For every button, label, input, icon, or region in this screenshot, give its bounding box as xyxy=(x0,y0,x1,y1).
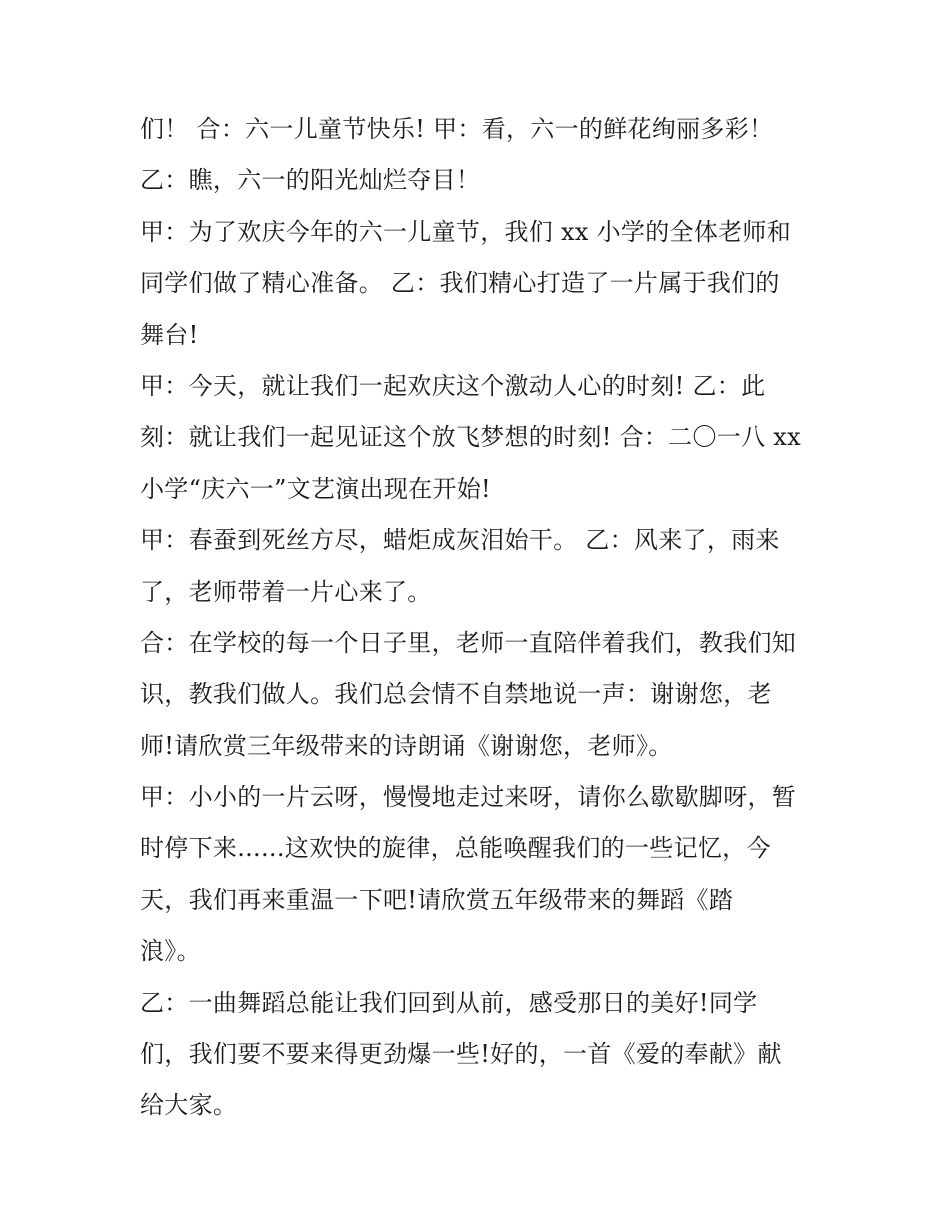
text-line: 小学“庆六一”文艺演出现在开始! xyxy=(140,474,491,503)
text-line: 识，教我们做人。我们总会情不自禁地说一声：谢谢您，老 xyxy=(140,680,772,709)
text-line: 甲：春蚕到死丝方尽，蜡炬成灰泪始干。 乙：风来了，雨来 xyxy=(140,526,780,555)
script-text xyxy=(140,104,840,1132)
text-line: 乙：一曲舞蹈总能让我们回到从前，感受那日的美好!同学 xyxy=(140,988,758,1017)
text-line: 同学们做了精心准备。 乙：我们精心打造了一片属于我们的 xyxy=(140,269,780,298)
text-line: 们！ 合：六一儿童节快乐! 甲：看，六一的鲜花绚丽多彩！ xyxy=(140,115,774,143)
text-line: 时停下来......这欢快的旋律，总能唤醒我们的一些记忆，今 xyxy=(140,834,771,863)
text-line: 舞台! xyxy=(140,320,199,349)
text-line: 天，我们再来重温一下吧!请欣赏五年级带来的舞蹈《踏 xyxy=(140,885,734,914)
text-line: 给大家。 xyxy=(140,1091,238,1120)
text-line: 乙：瞧，六一的阳光灿烂夺目！ xyxy=(140,166,481,195)
text-line: 甲：小小的一片云呀，慢慢地走过来呀，请你么歇歇脚呀，暂 xyxy=(140,783,797,812)
text-line: 浪》。 xyxy=(140,937,201,966)
text-line: 甲：为了欢庆今年的六一儿童节，我们 xx 小学的全体老师和 xyxy=(140,217,792,246)
text-line: 合：在学校的每一个日子里，老师一直陪伴着我们，教我们知 xyxy=(140,628,797,657)
text-line: 师!请欣赏三年级带来的诗朗诵《谢谢您，老师》。 xyxy=(140,731,673,760)
text-line: 甲：今天，就让我们一起欢庆这个激动人心的时刻! 乙：此 xyxy=(140,371,766,400)
text-line: 了，老师带着一片心来了。 xyxy=(140,577,432,606)
text-line: 们，我们要不要来得更劲爆一些!好的，一首《爱的奉献》献 xyxy=(140,1040,782,1069)
text-line: 刻：就让我们一起见证这个放飞梦想的时刻! 合：二〇一八 xx xyxy=(140,423,801,452)
